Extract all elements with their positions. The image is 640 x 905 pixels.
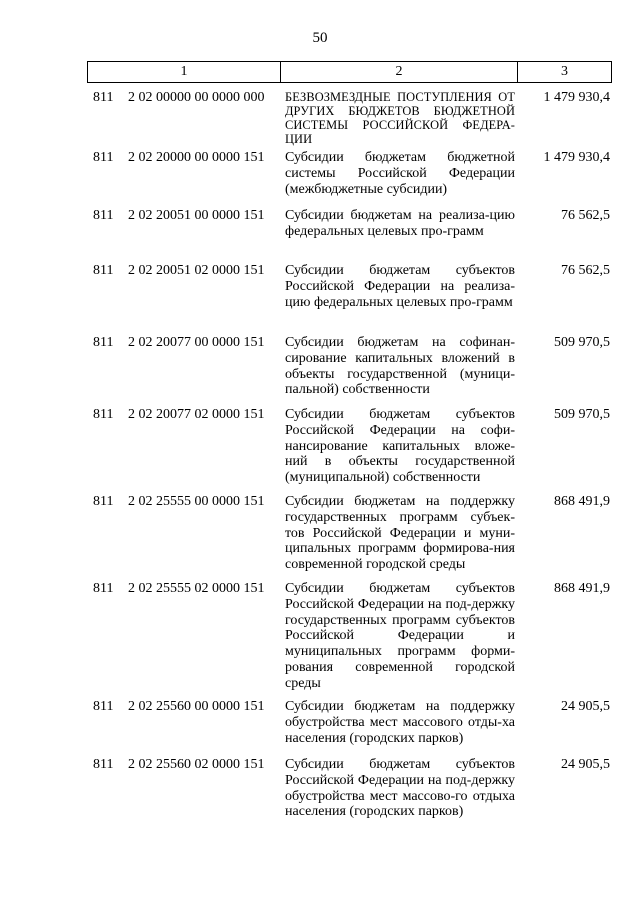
budget-code: 2 02 25555 02 0000 151 [128,581,265,596]
budget-code: 2 02 25555 00 0000 151 [128,494,265,509]
budget-code: 2 02 25560 00 0000 151 [128,699,265,714]
row-name: Субсидии бюджетам субъектов Российской Федерации на реализа-цию федеральных целевых про-грамм [285,263,515,310]
row-name: Субсидии бюджетам субъектов Российской Федерации на софи-нансирование капитальных вложе-ний в объекты государственной (муниципальной) собственности [285,407,515,486]
budget-code: 2 02 20077 02 0000 151 [128,407,265,422]
row-amount: 76 562,5 [561,208,610,223]
admin-code: 811 [93,335,114,350]
table-row [0,90,640,150]
row-amount: 868 491,9 [554,581,610,596]
table-header [87,61,612,83]
table-row [0,699,640,757]
row-amount: 509 970,5 [554,407,610,422]
row-amount: 868 491,9 [554,494,610,509]
table-row [0,263,640,335]
row-name: Субсидии бюджетам субъектов Российской Федерации на под-держку государственных программ субъектов Российской Федерации и муниципальных программ форми-рования современной городской среды [285,581,515,691]
row-amount: 24 905,5 [561,699,610,714]
table-row [0,494,640,581]
table-row [0,407,640,494]
admin-code: 811 [93,208,114,223]
budget-code: 2 02 20000 00 0000 151 [128,150,265,165]
budget-code: 2 02 00000 00 0000 000 [128,90,265,105]
admin-code: 811 [93,90,114,105]
row-amount: 24 905,5 [561,757,610,772]
row-name: Субсидии бюджетам на реализа-цию федеральных целевых про-грамм [285,208,515,239]
row-name: Субсидии бюджетам бюджетной системы Российской Федерации (межбюджетные субсидии) [285,150,515,197]
table-row [0,208,640,263]
row-amount: 76 562,5 [561,263,610,278]
admin-code: 811 [93,699,114,714]
row-name: Субсидии бюджетам на софинан-сирование капитальных вложений в объекты государственной (муници-пальной) собственности [285,335,515,398]
table-body [0,90,640,837]
table-row [0,581,640,699]
table-row [0,335,640,407]
table-row [0,150,640,208]
admin-code: 811 [93,757,114,772]
admin-code: 811 [93,407,114,422]
header-col-2: 2 [281,62,518,82]
row-name: Субсидии бюджетам на поддержку государственных программ субъек-тов Российской Федерации и муни-ципальных программ формирова-ния современной городской среды [285,494,515,573]
budget-code: 2 02 20051 02 0000 151 [128,263,265,278]
row-name: БЕЗВОЗМЕЗДНЫЕ ПОСТУПЛЕНИЯ ОТ ДРУГИХ БЮДЖЕТОВ БЮДЖЕТНОЙ СИСТЕМЫ РОССИЙСКОЙ ФЕДЕРА-ЦИИ [285,90,515,146]
row-name: Субсидии бюджетам на поддержку обустройства мест массового отды-ха населения (городских парков) [285,699,515,746]
page-number: 50 [312,30,328,46]
admin-code: 811 [93,494,114,509]
budget-code: 2 02 25560 02 0000 151 [128,757,265,772]
budget-code: 2 02 20077 00 0000 151 [128,335,265,350]
admin-code: 811 [93,581,114,596]
admin-code: 811 [93,150,114,165]
row-amount: 1 479 930,4 [543,150,610,165]
row-amount: 1 479 930,4 [543,90,610,105]
header-col-3: 3 [561,64,568,79]
table-row [0,757,640,837]
budget-code: 2 02 20051 00 0000 151 [128,208,265,223]
admin-code: 811 [93,263,114,278]
row-name: Субсидии бюджетам субъектов Российской Федерации на под-держку обустройства мест массово-го отдыха населения (городских парков) [285,757,515,820]
header-col-1: 1 [88,62,281,82]
row-amount: 509 970,5 [554,335,610,350]
